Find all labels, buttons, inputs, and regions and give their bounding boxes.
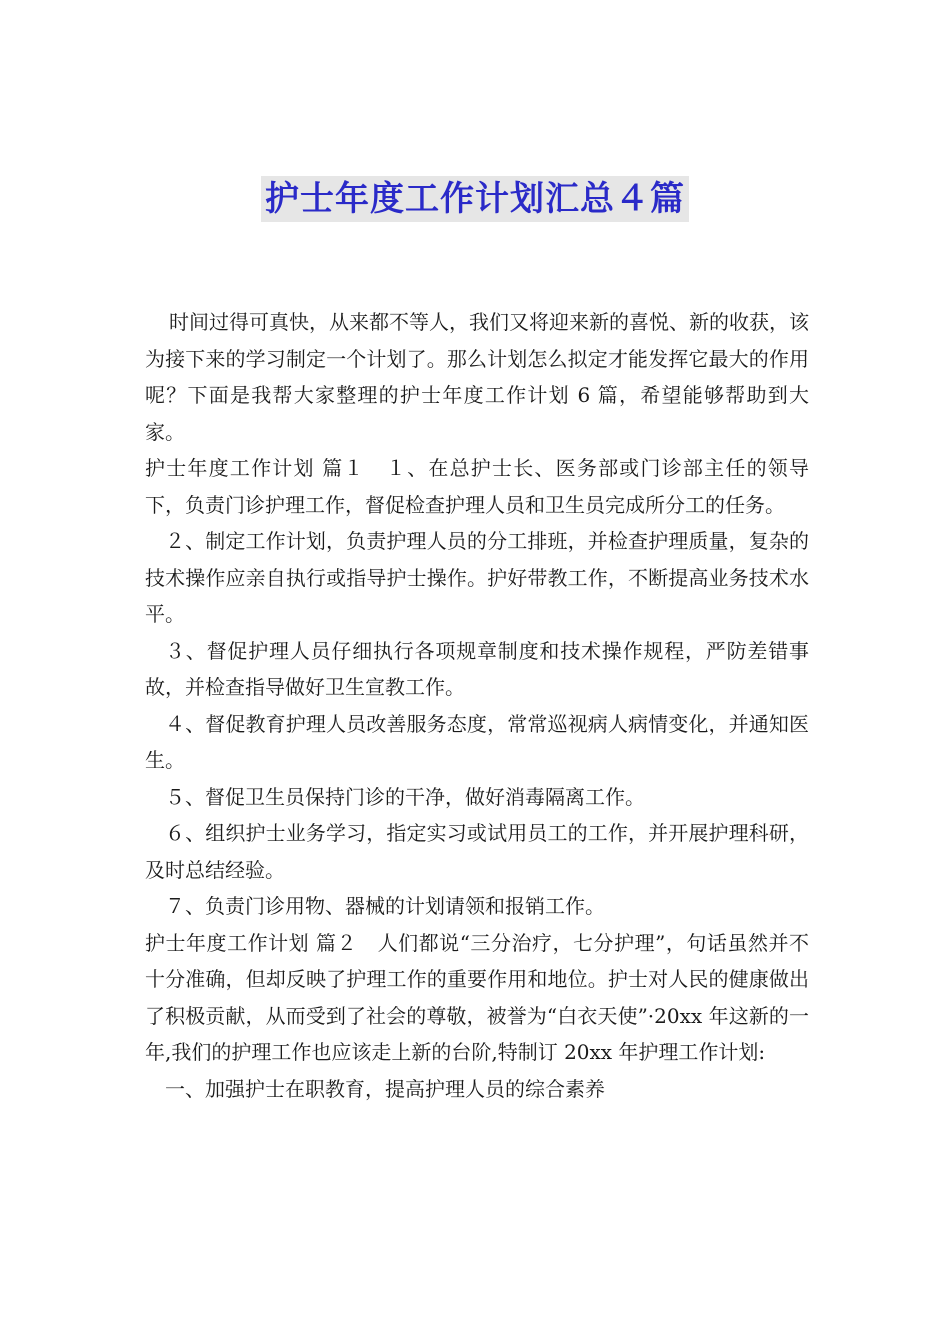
section-2-heading-paragraph: 护士年度工作计划 篇２ 人们都说“三分治疗，七分护理”，句话虽然并不十分准确，但却反映了护理工作的重要作用和地位。护士对人民的健康做出了积极贡献，从而受到了社会的尊敬，被誉为“白衣天使”·20xx 年这新的一年,我们的护理工作也应该走上新的台阶,特制订 20xx 年护理工作计划: <box>145 930 809 1064</box>
document-body <box>145 304 809 1107</box>
section-1-heading-paragraph: 护士年度工作计划 篇１ １、在总护士长、医务部或门诊部主任的领导下，负责门诊护理工作，督促检查护理人员和卫生员完成所分工的任务。 <box>145 456 809 517</box>
list-item-3: ３、督促护理人员仔细执行各项规章制度和技术操作规程，严防差错事故，并检查指导做好卫生宣教工作。 <box>145 638 809 699</box>
intro-paragraph: 时间过得可真快，从来都不等人，我们又将迎来新的喜悦、新的收获，该为接下来的学习制定一个计划了。那么计划怎么拟定才能发挥它最大的作用呢？下面是我帮大家整理的护士年度工作计划 6 篇，希望能够帮助到大家。 <box>145 310 809 444</box>
list-item-7: ７、负责门诊用物、器械的计划请领和报销工作。 <box>165 894 605 918</box>
subsection-heading: 一、加强护士在职教育，提高护理人员的综合素养 <box>165 1076 605 1101</box>
title-container <box>0 176 950 222</box>
document-title: 护士年度工作计划汇总４篇 <box>261 176 689 222</box>
list-item-6: ６、组织护士业务学习，指定实习或试用员工的工作，并开展护理科研，及时总结经验。 <box>145 821 809 882</box>
list-item-5: ５、督促卫生员保持门诊的干净，做好消毒隔离工作。 <box>165 784 645 809</box>
list-item-2: ２、制定工作计划，负责护理人员的分工排班，并检查护理质量，复杂的技术操作应亲自执行或指导护士操作。护好带教工作，不断提高业务技术水平。 <box>145 529 809 626</box>
list-item-4: ４、督促教育护理人员改善服务态度，常常巡视病人病情变化，并通知医生。 <box>145 711 809 772</box>
